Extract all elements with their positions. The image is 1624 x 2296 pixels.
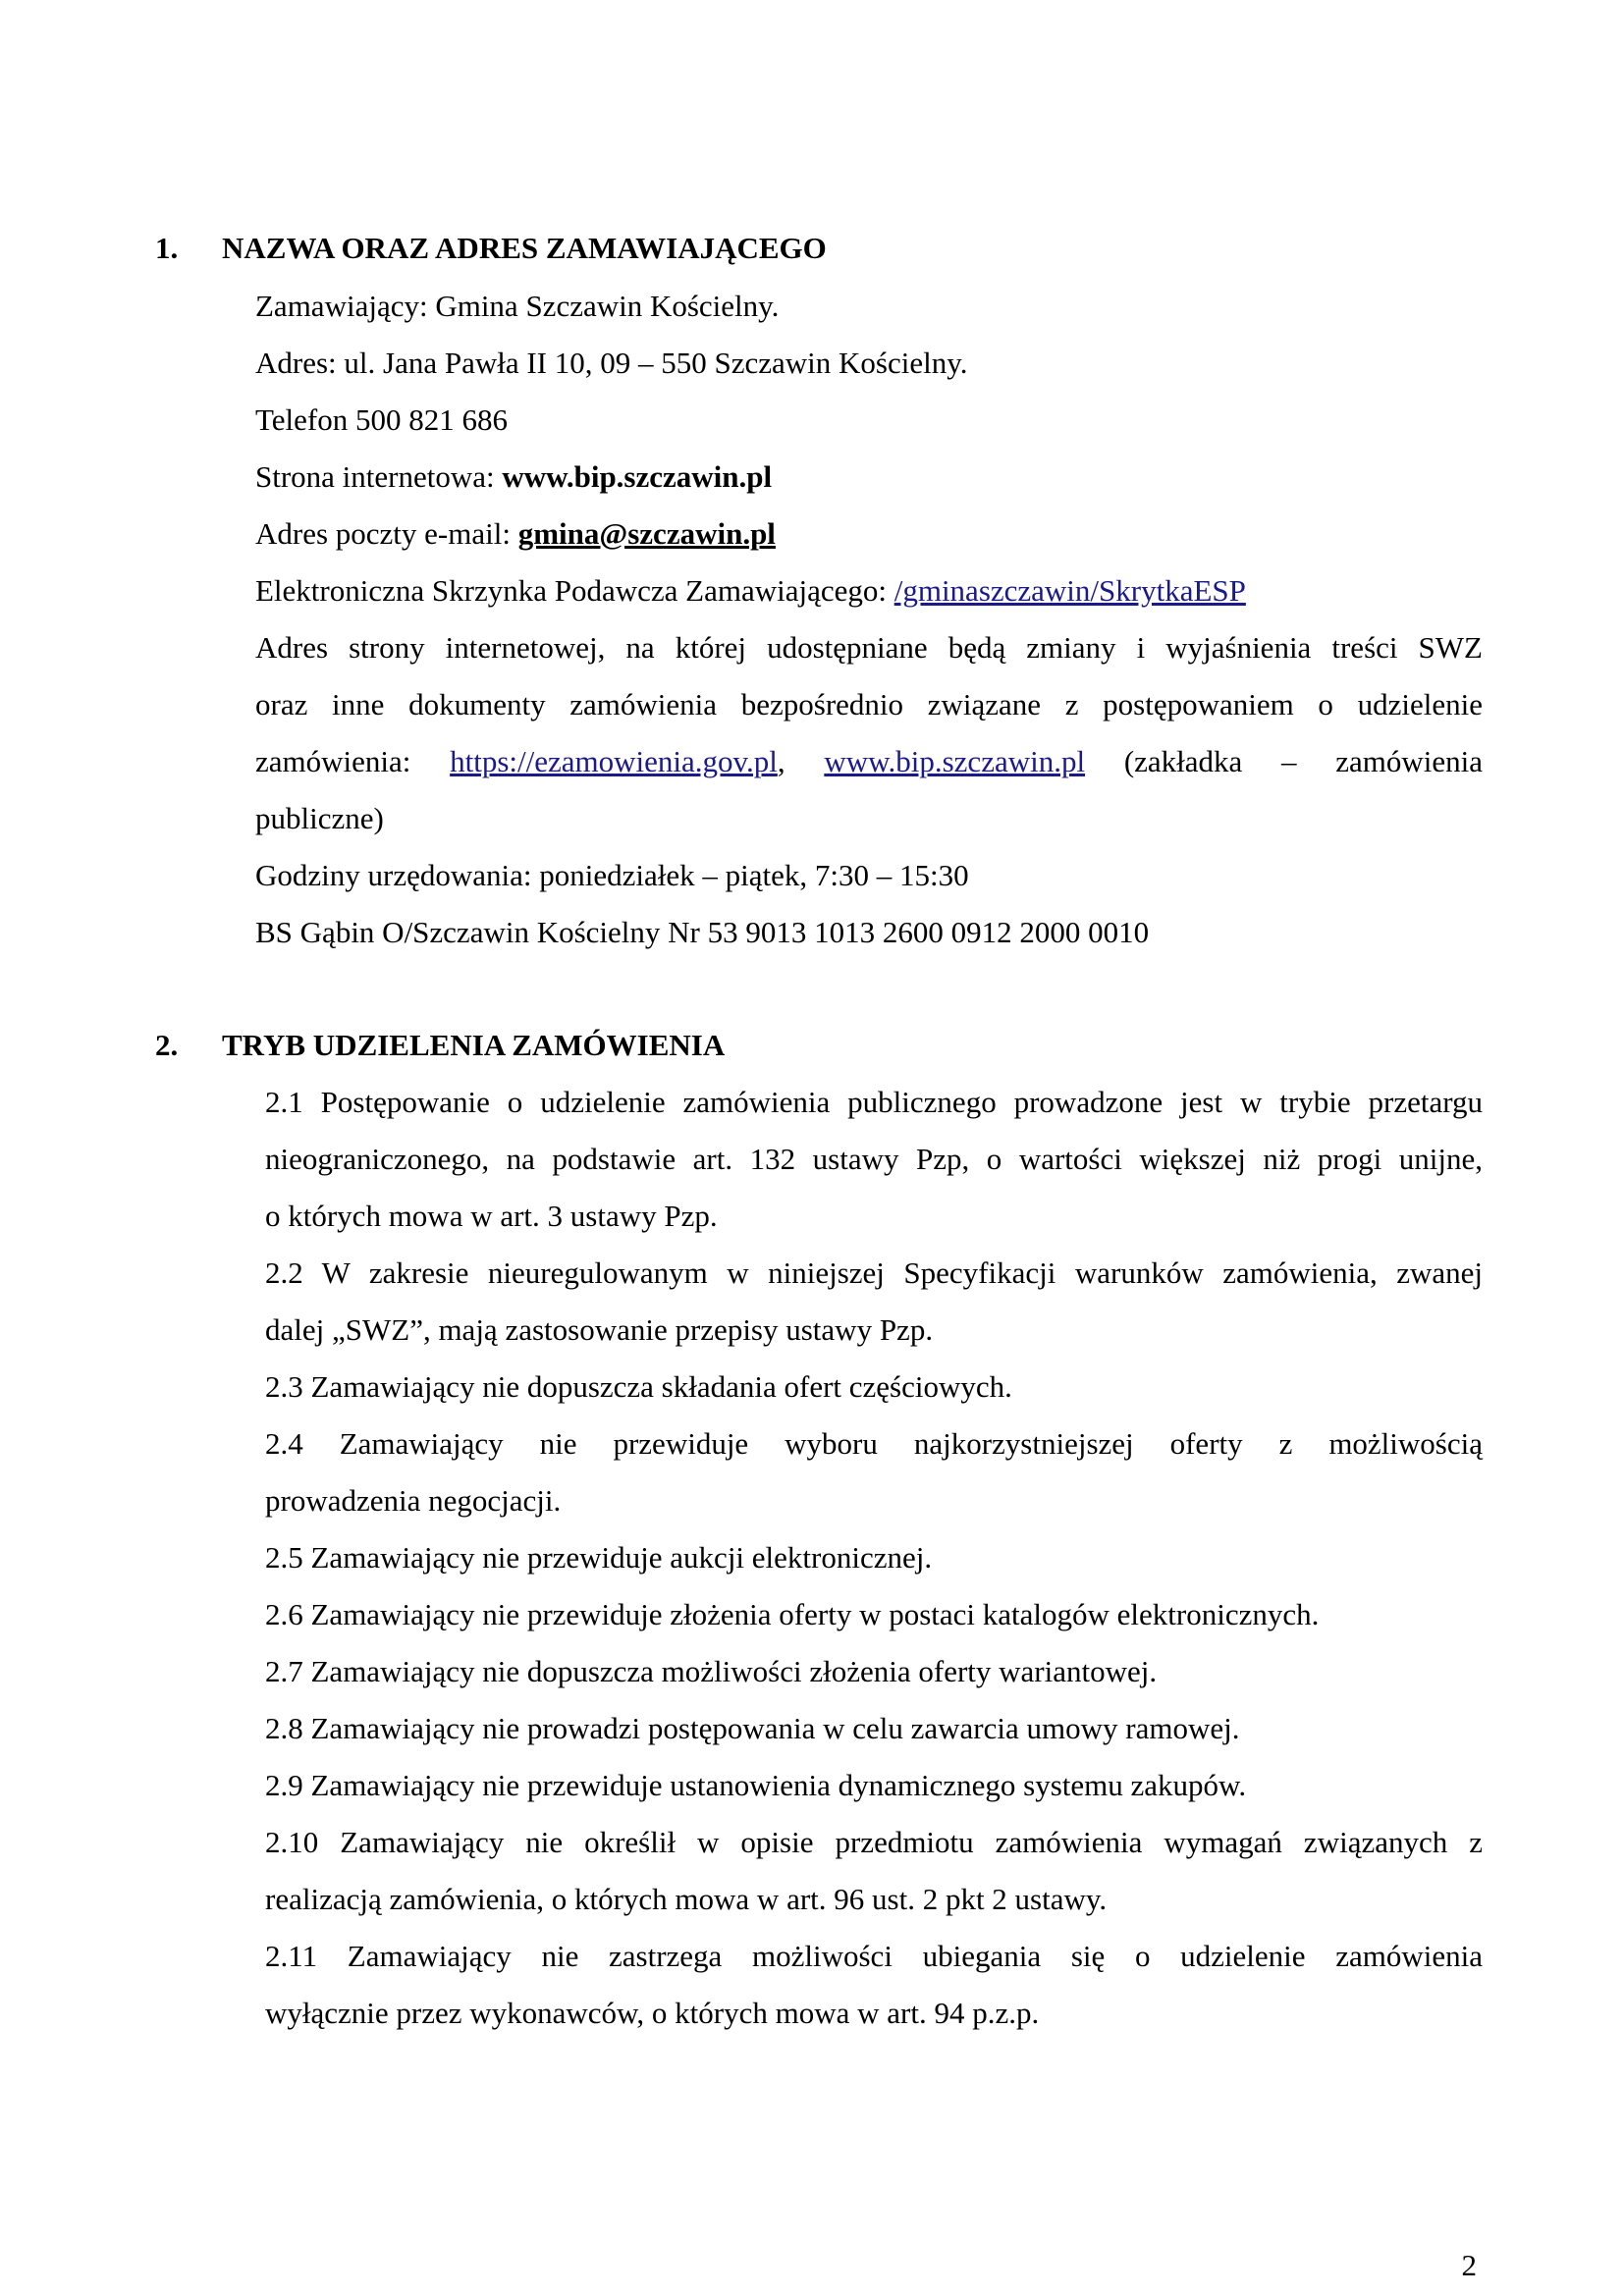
- address-line: Adres: ul. Jana Pawła II 10, 09 – 550 Szczawin Kościelny.: [255, 346, 968, 380]
- ezamowienia-link[interactable]: https://ezamowienia.gov.pl: [450, 744, 778, 778]
- page-number: 2: [1461, 2248, 1477, 2282]
- website-info-prefix: zamówienia:: [255, 744, 451, 778]
- section-1-number: 1.: [155, 231, 179, 265]
- section-2-line: 2.11 Zamawiający nie zastrzega możliwości ubiegania się o udzielenie zamówienia: [265, 1939, 1483, 1973]
- phone-line: Telefon 500 821 686: [255, 402, 508, 437]
- bip-link[interactable]: www.bip.szczawin.pl: [824, 744, 1086, 778]
- esp-label: Elektroniczna Skrzynka Podawcza Zamawiającego:: [255, 573, 894, 608]
- section-1-title: NAZWA ORAZ ADRES ZAMAWIAJĄCEGO: [222, 231, 827, 265]
- website-info-line-1: Adres strony internetowej, na której udostępniane będą zmiany i wyjaśnienia treści SWZ: [255, 630, 1483, 665]
- section-2-line: nieograniczonego, na podstawie art. 132 ustawy Pzp, o wartości większej niż progi unijne,: [265, 1142, 1483, 1176]
- section-2-line: prowadzenia negocjacji.: [265, 1483, 562, 1518]
- office-hours-line: Godziny urzędowania: poniedziałek – piątek, 7:30 – 15:30: [255, 858, 969, 892]
- link-separator: ,: [777, 744, 825, 778]
- website-value: www.bip.szczawin.pl: [502, 459, 773, 494]
- website-info-line-4: publiczne): [255, 801, 384, 835]
- website-label: Strona internetowa:: [255, 459, 503, 494]
- section-2-line: 2.10 Zamawiający nie określił w opisie przedmiotu zamówienia wymagań związanych z: [265, 1825, 1483, 1859]
- section-2-line: 2.1 Postępowanie o udzielenie zamówienia publicznego prowadzone jest w trybie przetargu: [265, 1085, 1483, 1119]
- section-2-line: 2.5 Zamawiający nie przewiduje aukcji elektronicznej.: [265, 1540, 933, 1575]
- email-link[interactable]: gmina@szczawin.pl: [517, 516, 776, 551]
- bank-account-line: BS Gąbin O/Szczawin Kościelny Nr 53 9013 1013 2600 0912 2000 0010: [255, 915, 1150, 949]
- esp-line: [255, 571, 1246, 611]
- section-2-line: realizacją zamówienia, o których mowa w art. 96 ust. 2 pkt 2 ustawy.: [265, 1882, 1108, 1916]
- section-2-line: o których mowa w art. 3 ustawy Pzp.: [265, 1199, 718, 1233]
- section-2-line: 2.7 Zamawiający nie dopuszcza możliwości złożenia oferty wariantowej.: [265, 1654, 1158, 1688]
- email-label: Adres poczty e-mail:: [255, 516, 518, 551]
- section-2-number: 2.: [155, 1028, 179, 1062]
- email-line: [255, 514, 776, 554]
- section-2-line: dalej „SWZ”, mają zastosowanie przepisy ustawy Pzp.: [265, 1312, 934, 1347]
- section-2-line: 2.4 Zamawiający nie przewiduje wyboru najkorzystniejszej oferty z możliwością: [265, 1426, 1483, 1461]
- website-line: [255, 457, 772, 497]
- section-2-line: wyłącznie przez wykonawców, o których mowa w art. 94 p.z.p.: [265, 1996, 1040, 2030]
- website-info-line-2: oraz inne dokumenty zamówienia bezpośrednio związane z postępowaniem o udzielenie: [255, 687, 1483, 721]
- section-2-line: 2.3 Zamawiający nie dopuszcza składania ofert częściowych.: [265, 1369, 1012, 1404]
- section-2-line: 2.6 Zamawiający nie przewiduje złożenia oferty w postaci katalogów elektronicznych.: [265, 1597, 1320, 1631]
- section-2-line: 2.8 Zamawiający nie prowadzi postępowania w celu zawarcia umowy ramowej.: [265, 1711, 1240, 1745]
- section-2-line: 2.9 Zamawiający nie przewiduje ustanowienia dynamicznego systemu zakupów.: [265, 1768, 1247, 1802]
- zamawiajacy-line: Zamawiający: Gmina Szczawin Kościelny.: [255, 289, 780, 323]
- section-2-line: 2.2 W zakresie nieuregulowanym w niniejszej Specyfikacji warunków zamówienia, zwanej: [265, 1255, 1483, 1290]
- website-info-suffix: (zakładka – zamówienia: [1123, 744, 1483, 778]
- esp-link[interactable]: /gminaszczawin/SkrytkaESP: [893, 573, 1246, 608]
- website-info-line-3: [255, 742, 1483, 781]
- section-2-title: TRYB UDZIELENIA ZAMÓWIENIA: [222, 1028, 726, 1062]
